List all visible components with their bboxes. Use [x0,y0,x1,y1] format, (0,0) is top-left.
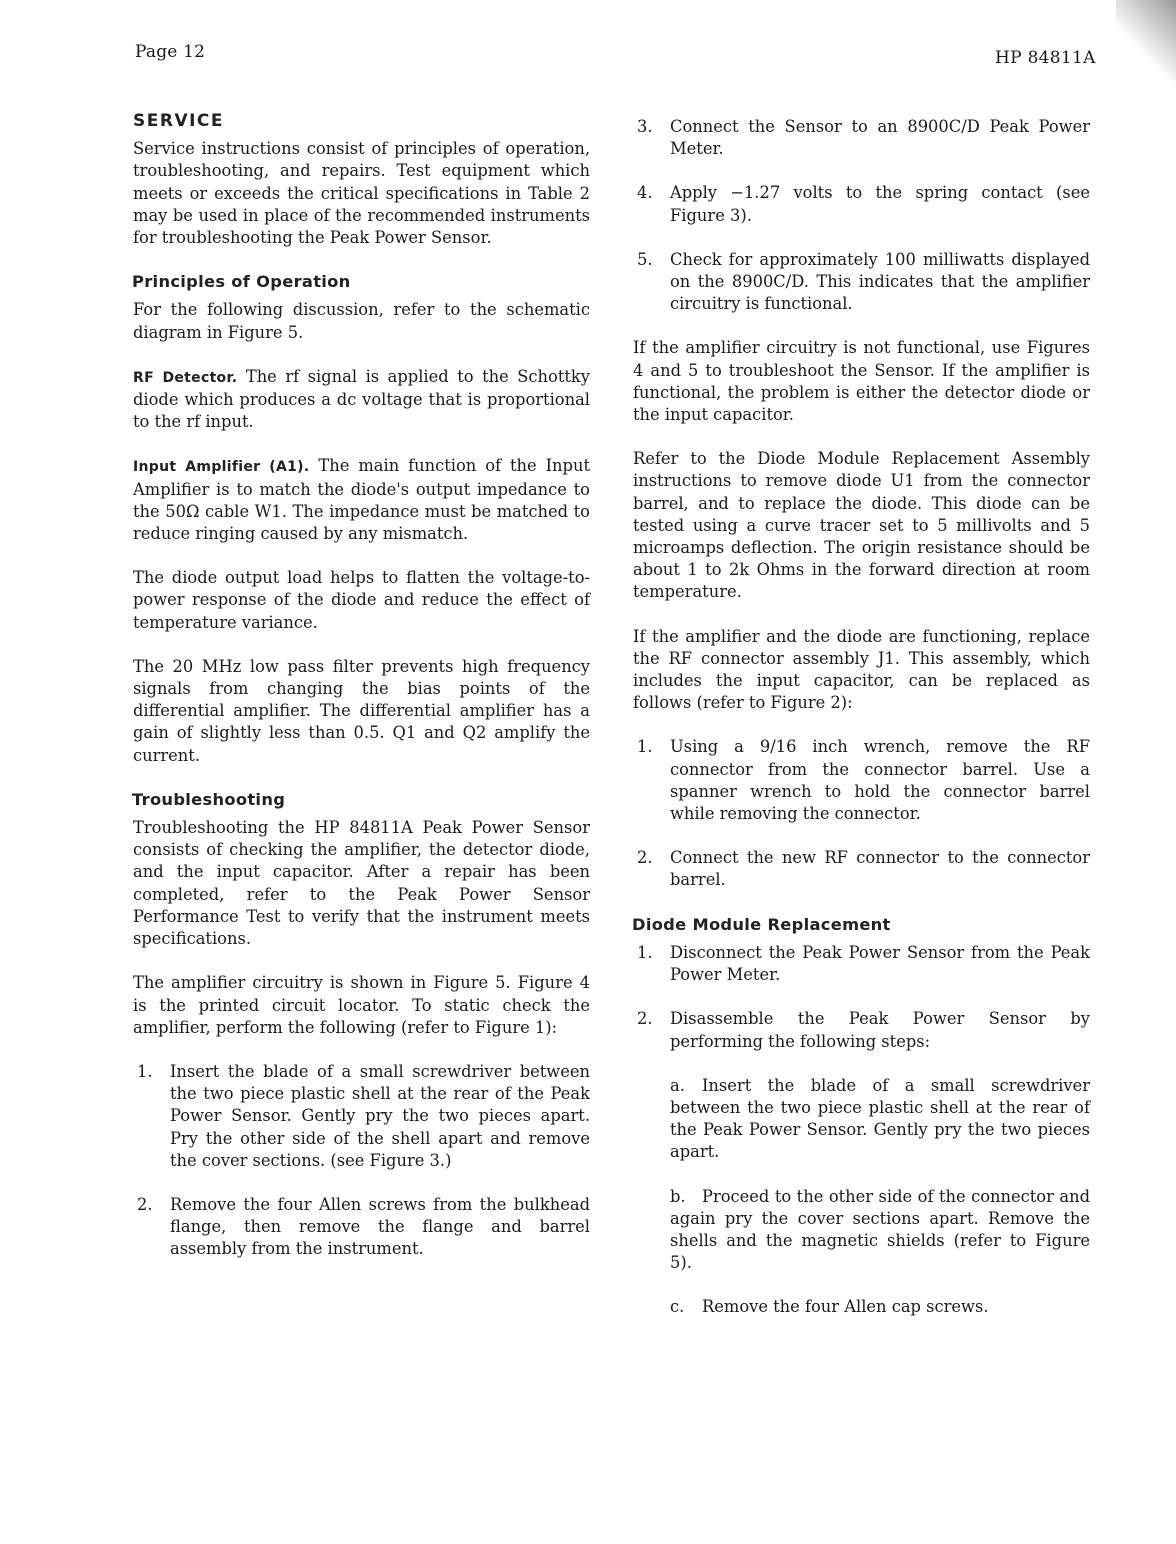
input-amplifier-label: Input Amplifier (A1). [133,459,310,476]
list-item [620,249,1090,316]
step-text: Check for approximately 100 milliwatts displayed on the 8900C/D. This indicates that the amplifier circuitry is functional. [670,249,1090,314]
step-number: 1. [637,942,653,962]
principles-heading: Principles of Operation [132,272,351,292]
connector-replace-paragraph: If the amplifier and the diode are functioning, replace the RF connector assembly J1. This assembly, which includes the input capacitor, can be replaced as follows (refer to Figure 2): [633,626,1090,713]
input-amplifier-paragraph [133,455,590,545]
step-text: Connect the new RF connector to the connector barrel. [670,848,1090,890]
right-column [620,116,1090,1341]
not-functional-paragraph: If the amplifier circuitry is not functional, use Figures 4 and 5 to troubleshoot the Sensor. If the amplifier is functional, the problem is either the detector diode or the input capacitor. [633,338,1090,425]
troubleshooting-intro: Troubleshooting the HP 84811A Peak Power Sensor consists of checking the amplifier, the detector diode, and the input capacitor. After a repair has been completed, refer to the Peak Power Sensor Performance Test to verify that the instrument meets specifications. [133,818,590,949]
step-text: Disassemble the Peak Power Sensor by performing the following steps: [670,1009,1090,1051]
step-number: 3. [637,117,653,136]
step-number: 2. [137,1194,153,1214]
principles-intro: For the following discussion, refer to the schematic diagram in Figure 5. [133,300,590,342]
model-number: HP 84811A [995,48,1096,68]
diode-test-paragraph: Refer to the Diode Module Replacement Assembly instructions to remove diode U1 from the connector barrel, and to replace the diode. This diode can be tested using a curve tracer set to 5 millivolts and 5 microamps deflection. The origin resistance should be about 1 to 2k Ohms in the forward direction at room temperature. [633,449,1090,602]
diode-module-heading: Diode Module Replacement [632,914,891,934]
step-number: 1. [637,737,653,757]
static-check-intro: The amplifier circuitry is shown in Figure 5. Figure 4 is the printed circuit locator. To static check the amplifier, perform the following (refer to Figure 1): [133,973,590,1037]
step-number: 2. [637,1009,653,1029]
input-amplifier-text: The main function of the Input Amplifier is to match the diode's output impedance to the 50Ω cable W1. The impedance must be matched to reduce ringing caused by any mismatch. [133,456,590,544]
sub-step [670,1296,1090,1318]
rf-detector-paragraph [133,366,590,434]
step-text: Remove the four Allen screws from the bulkhead flange, then remove the flange and barrel assembly from the instrument. [170,1194,590,1259]
service-heading: SERVICE [133,111,225,131]
left-column [120,110,590,1283]
scan-corner-artifact [1116,0,1176,100]
list-item [620,182,1090,226]
troubleshooting-heading: Troubleshooting [132,789,286,809]
sub-step-label: b. [670,1186,686,1206]
list-item [620,847,1090,891]
sub-step [670,1075,1090,1164]
step-text: Connect the Sensor to an 8900C/D Peak Power Meter. [670,117,1090,159]
sub-step [670,1186,1090,1275]
diode-load-paragraph: The diode output load helps to flatten the voltage-to-power response of the diode and reduce the effect of temperature variance. [133,568,590,632]
list-item [120,1061,590,1172]
list-item [620,116,1090,160]
step-text: Using a 9/16 inch wrench, remove the RF connector from the connector barrel. Use a spanner wrench to hold the connector barrel while removing the connector. [670,737,1090,824]
sub-step-text: Proceed to the other side of the connector and again pry the cover sections apart. Remove the shells and the magnetic shields (refer to Figure 5). [670,1186,1090,1273]
sub-step-label: a. [670,1075,685,1095]
sub-step-text: Remove the four Allen cap screws. [702,1297,989,1317]
step-text: Disconnect the Peak Power Sensor from the Peak Power Meter. [670,942,1090,985]
sub-step-label: c. [670,1297,685,1317]
page-number: Page 12 [135,42,206,62]
filter-paragraph: The 20 MHz low pass filter prevents high frequency signals from changing the bias points of the differential amplifier. The differential amplifier has a gain of slightly less than 0.5. Q1 and Q2 amplify the current. [133,656,590,765]
step-text: Insert the blade of a small screwdriver between the two piece plastic shell at the rear of the Peak Power Sensor. Gently pry the two pieces apart. Pry the other side of the shell apart and remove the cover sections. (see Figure 3.) [170,1061,590,1170]
rf-detector-text: The rf signal is applied to the Schottky diode which produces a dc voltage that is proportional to the rf input. [133,366,590,432]
service-intro: Service instructions consist of principles of operation, troubleshooting, and repairs. Test equipment which meets or exceeds the critical specifications in Table 2 may be used in place of the recommended instruments for troubleshooting the Peak Power Sensor. [133,139,590,248]
step-number: 2. [637,848,653,868]
list-item [120,1194,590,1261]
step-number: 5. [637,249,653,269]
step-number: 4. [637,183,653,203]
sub-step-text: Insert the blade of a small screwdriver between the two piece plastic shell at the rear of the Peak Power Sensor. Gently pry the two pieces apart. [670,1075,1090,1162]
list-item [620,942,1090,986]
rf-detector-label: RF Detector. [133,369,238,386]
list-item [620,736,1090,825]
list-item [620,1008,1090,1052]
step-number: 1. [137,1061,153,1081]
step-text: Apply −1.27 volts to the spring contact (see Figure 3). [670,183,1090,225]
